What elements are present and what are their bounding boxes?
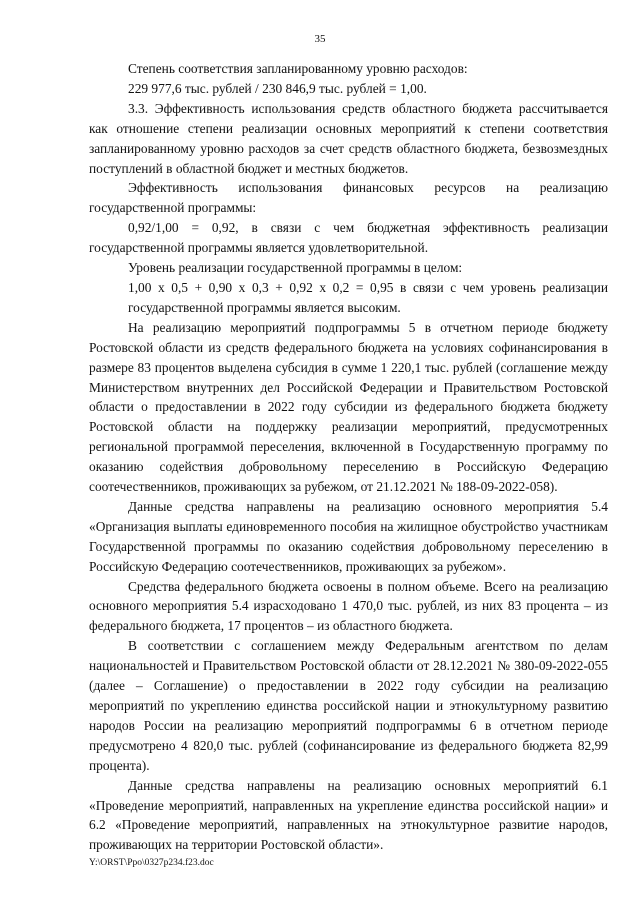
paragraph-budget-efficiency-definition: 3.3. Эффективность использования средств областного бюджета рассчитывается как отношение степени реализации основных мероприятий к степени соответствия запланированному уровню расходов за счет средств областного бюджета, безвозмездных поступлений в областной бюджет и местных бюджетов.	[89, 100, 608, 176]
paragraph-agreement-subprogram-6: В соответствии с соглашением между Федеральным агентством по делам национальностей и Правительством Ростовской области от 28.12.2021 № 380-09-2022-055 (далее – Соглашение) о предоставлении в 2022 году субсидии на реализацию мероприятий по укреплению единства российской нации и этнокультурному развитию народов России на реализацию мероприятий подпрограммы 6 в отчетном периоде предусмотрено 4 820,0 тыс. рублей (софинансирование из федерального бюджета 82,99 процента).	[89, 638, 608, 773]
paragraph-federal-funds-spent: Средства федерального бюджета освоены в полном объеме. Всего на реализацию основного мероприятия 5.4 израсходовано 1 470,0 тыс. рублей, из них 83 процента – из федерального бюджета, 17 процентов – из областного бюджета.	[89, 578, 608, 634]
paragraph-overall-level-formula: 1,00 х 0,5 + 0,90 х 0,3 + 0,92 х 0,2 = 0,95 в связи с чем уровень реализации государственной программы является высоким.	[128, 279, 608, 315]
document-body	[89, 59, 608, 855]
paragraph-measures-6-1-6-2: Данные средства направлены на реализацию основных мероприятий 6.1 «Проведение мероприятий, направленных на укрепление единства российской нации» и 6.2 «Проведение мероприятий, направленных на этнокультурное развитие народов, проживающих на территории Ростовской области».	[89, 777, 608, 853]
paragraph-subprogram-5-subsidy: На реализацию мероприятий подпрограммы 5 в отчетном периоде бюджету Ростовской области из средств федерального бюджета на условиях софинансирования в размере 83 процентов выделена субсидия в сумме 1 220,1 тыс. рублей (соглашение между Министерством внутренних дел Российской Федерации и Правительством Ростовской области о предоставлении в 2022 году субсидии из федерального бюджета бюджету Ростовской области на поддержку реализации мероприятий, предусмотренных региональной программой переселения, включенной в Государственную программу по оказанию содействия добровольному переселению в Российскую Федерацию соотечественников, проживающих за рубежом, от 21.12.2021 № 188-09-2022-058).	[89, 319, 608, 495]
paragraph-overall-level-heading: Уровень реализации государственной программы в целом:	[128, 260, 463, 276]
paragraph-expense-level-formula: 229 977,6 тыс. рублей / 230 846,9 тыс. рублей = 1,00.	[128, 80, 427, 96]
paragraph-financial-efficiency-heading: Эффективность использования финансовых ресурсов на реализацию государственной программы:	[89, 180, 608, 216]
paragraph-expense-level-heading: Степень соответствия запланированному уровню расходов:	[128, 61, 468, 76]
page-number: 35	[314, 33, 326, 45]
paragraph-measure-5-4: Данные средства направлены на реализацию основного мероприятия 5.4 «Организация выплаты единовременного пособия на жилищное обустройство участникам Государственной программы по оказанию содействия добровольному переселению в Российскую Федерацию соотечественников, проживающих за рубежом».	[89, 498, 608, 574]
footer-file-path: Y:\ORST\Ppo\0327p234.f23.doc	[89, 858, 214, 868]
paragraph-financial-efficiency-result: 0,92/1,00 = 0,92, в связи с чем бюджетная эффективность реализации государственной программы является удовлетворительной.	[89, 220, 608, 256]
